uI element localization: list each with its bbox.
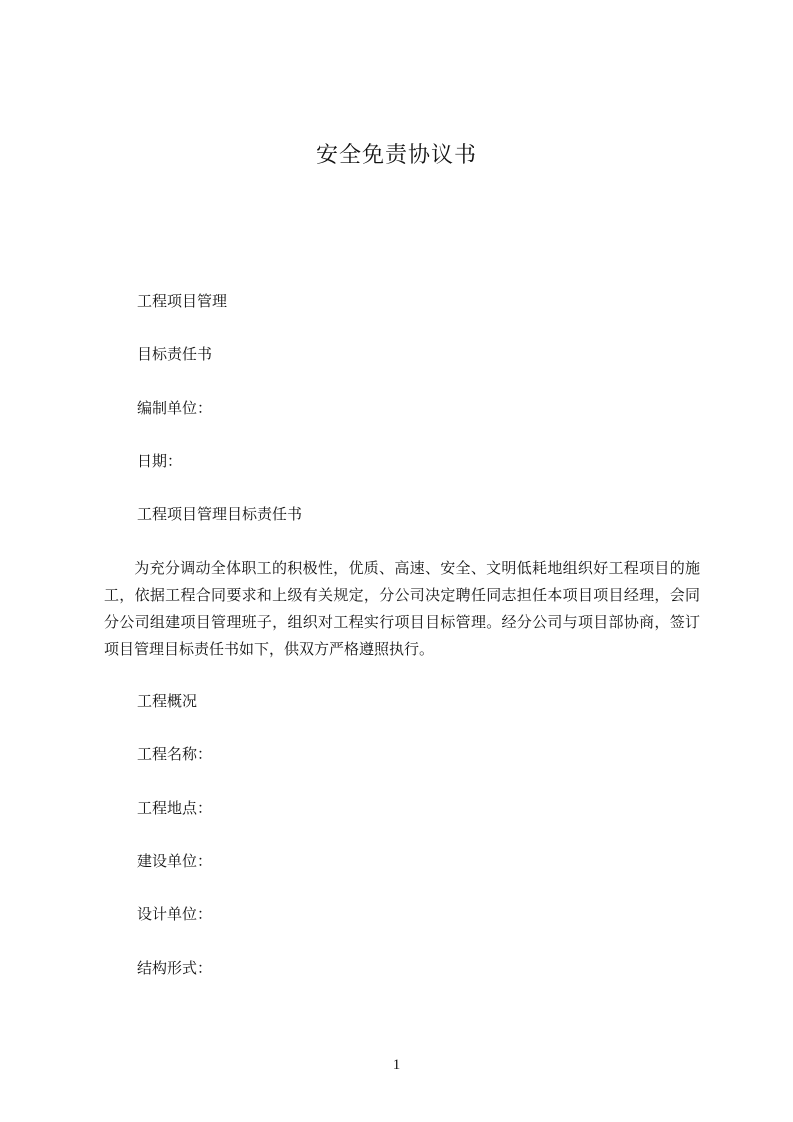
text-line: 设计单位： xyxy=(137,905,213,923)
paragraph-text: 为充分调动全体职工的积极性，优质、高速、安全、文明低耗地组织好工程项目的施工，依据工程合同要求和上级有关规定，分公司决定聘任同志担任本项目项目经理，会同分公司组建项目管理班子，组织对工程实行项目目标管理。经分公司与项目部协商，签订项目管理目标责任书如下，供双方严格遵照执行。 xyxy=(104,559,700,658)
text-line: 工程名称： xyxy=(137,745,213,763)
text-line: 工程地点： xyxy=(137,799,213,817)
document-title: 安全免责协议书 xyxy=(315,143,477,168)
text-line: 工程项目管理 xyxy=(137,292,228,310)
text-line: 建设单位： xyxy=(137,852,213,870)
text-line: 日期： xyxy=(137,452,183,470)
text-line: 工程概况 xyxy=(137,692,198,710)
page-number: 1 xyxy=(392,1057,401,1073)
text-line: 工程项目管理目标责任书 xyxy=(137,505,303,523)
text-line: 目标责任书 xyxy=(137,345,213,363)
text-line: 结构形式： xyxy=(137,959,213,977)
text-line: 编制单位： xyxy=(137,399,213,417)
body-paragraph xyxy=(104,555,700,663)
